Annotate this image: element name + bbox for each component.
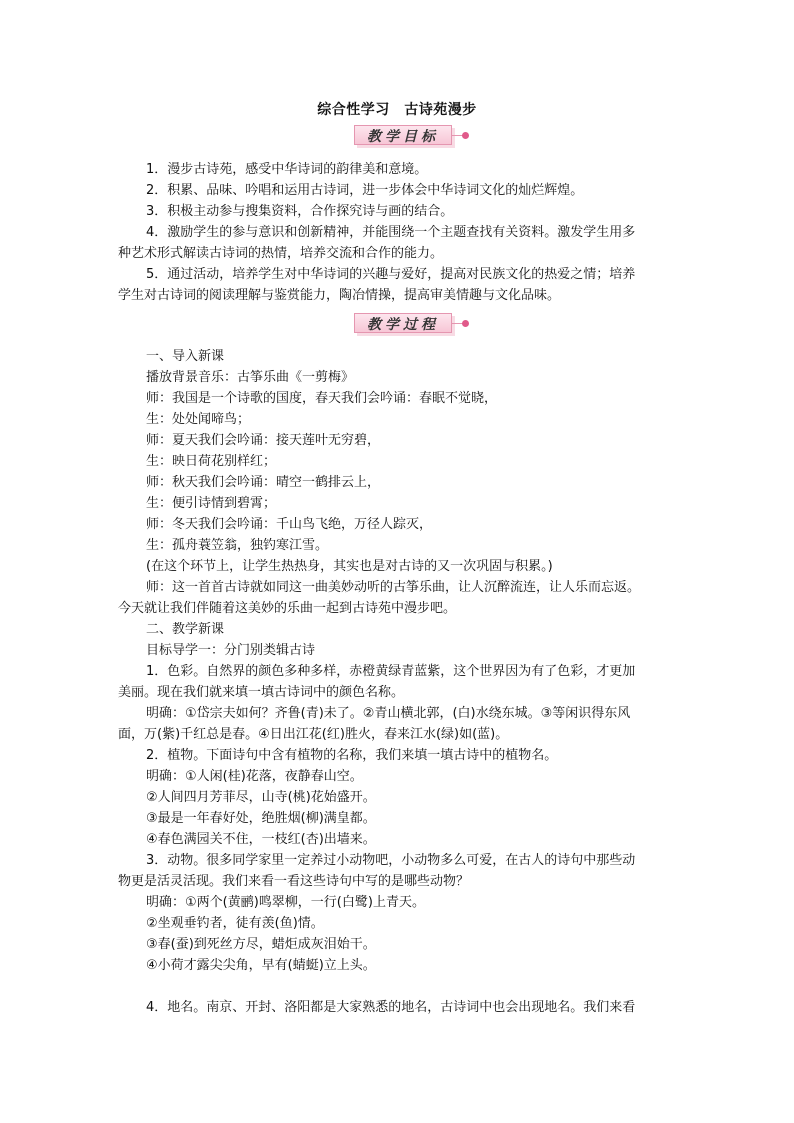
section-badge-goals <box>354 125 458 147</box>
process-heading: 一、导入新课 <box>146 349 225 364</box>
process-line: 师：这一首首古诗就如同这一曲美妙动听的古筝乐曲，让人沉醉流连，让人乐而忘返。 <box>146 580 641 595</box>
process-line: 师：夏天我们会吟诵：接天莲叶无穷碧， <box>146 433 381 448</box>
process-line: 生：孤舟蓑笠翁，独钓寒江雪。 <box>146 538 329 553</box>
process-line: 生：便引诗情到碧霄； <box>146 496 277 511</box>
process-line: 2．植物。下面诗句中含有植物的名称，我们来填一填古诗中的植物名。 <box>146 748 558 763</box>
goal-line: 3．积极主动参与搜集资料，合作探究诗与画的结合。 <box>146 204 454 219</box>
process-line: 播放背景音乐：古筝乐曲《一剪梅》 <box>146 370 355 385</box>
process-line: 面，万(紫)千红总是春。④日出江花(红)胜火，春来江水(绿)如(蓝)。 <box>118 727 509 742</box>
process-line: 1．色彩。自然界的颜色多种多样，赤橙黄绿青蓝紫，这个世界因为有了色彩，才更加 <box>146 664 636 679</box>
process-line: 目标导学一：分门别类辑古诗 <box>146 643 316 658</box>
goal-line: 5．通过活动，培养学生对中华诗词的兴趣与爱好，提高对民族文化的热爱之情；培养 <box>146 267 636 282</box>
badge-ornament <box>452 125 472 147</box>
process-line: 物更是活灵活现。我们来看一看这些诗句中写的是哪些动物？ <box>118 874 470 889</box>
process-line: 美丽。现在我们就来填一填古诗词中的颜色名称。 <box>118 685 405 700</box>
process-line: ④春色满园关不住，一枝红(杏)出墙来。 <box>146 832 376 847</box>
process-line: ③最是一年春好处，绝胜烟(柳)满皇都。 <box>146 811 376 826</box>
process-line: ④小荷才露尖尖角，早有(蜻蜓)立上头。 <box>146 958 376 973</box>
process-line: (在这个环节上，让学生热热身，其实也是对古诗的又一次巩固与积累。) <box>146 559 553 574</box>
badge-label: 教学目标 <box>367 129 439 145</box>
process-line: ②人间四月芳菲尽，山寺(桃)花始盛开。 <box>146 790 376 805</box>
process-line: 师：我国是一个诗歌的国度，春天我们会吟诵：春眠不觉晓， <box>146 391 498 406</box>
process-heading: 二、教学新课 <box>146 622 225 637</box>
section-badge-process <box>354 313 458 335</box>
goal-line: 1．漫步古诗苑，感受中华诗词的韵律美和意境。 <box>146 162 428 177</box>
badge-label: 教学过程 <box>367 317 439 333</box>
process-line: ②坐观垂钓者，徒有羡(鱼)情。 <box>146 916 324 931</box>
badge-ornament <box>452 313 472 335</box>
goal-line: 种艺术形式解读古诗词的热情，培养交流和合作的能力。 <box>118 246 444 261</box>
process-line: 生：映日荷花别样红； <box>146 454 277 469</box>
process-line: 明确：①两个(黄鹂)鸣翠柳，一行(白鹭)上青天。 <box>146 895 425 910</box>
process-line: 师：秋天我们会吟诵：晴空一鹤排云上， <box>146 475 381 490</box>
process-line: 明确：①岱宗夫如何？齐鲁(青)未了。②青山横北郭，(白)水绕东城。③等闲识得东风 <box>146 706 631 721</box>
process-line: ③春(蚕)到死丝方尽，蜡炬成灰泪始干。 <box>146 937 376 952</box>
goal-line: 2．积累、品味、吟唱和运用古诗词，进一步体会中华诗词文化的灿烂辉煌。 <box>146 183 584 198</box>
page-title: 综合性学习 古诗苑漫步 <box>317 102 477 118</box>
badge-dot-icon <box>462 320 469 327</box>
process-line: 3．动物。很多同学家里一定养过小动物吧，小动物多么可爱，在古人的诗句中那些动 <box>146 853 636 868</box>
process-line: 4．地名。南京、开封、洛阳都是大家熟悉的地名，古诗词中也会出现地名。我们来看 <box>146 1000 636 1015</box>
process-line: 明确：①人闲(桂)花落，夜静春山空。 <box>146 769 363 784</box>
goal-line: 4．激励学生的参与意识和创新精神，并能围绕一个主题查找有关资料。激发学生用多 <box>146 225 636 240</box>
goal-line: 学生对古诗词的阅读理解与鉴赏能力，陶冶情操，提高审美情趣与文化品味。 <box>118 288 561 303</box>
badge-dot-icon <box>462 132 469 139</box>
process-line: 今天就让我们伴随着这美妙的乐曲一起到古诗苑中漫步吧。 <box>118 601 457 616</box>
process-line: 师：冬天我们会吟诵：千山鸟飞绝，万径人踪灭， <box>146 517 433 532</box>
process-line: 生：处处闻啼鸟； <box>146 412 251 427</box>
